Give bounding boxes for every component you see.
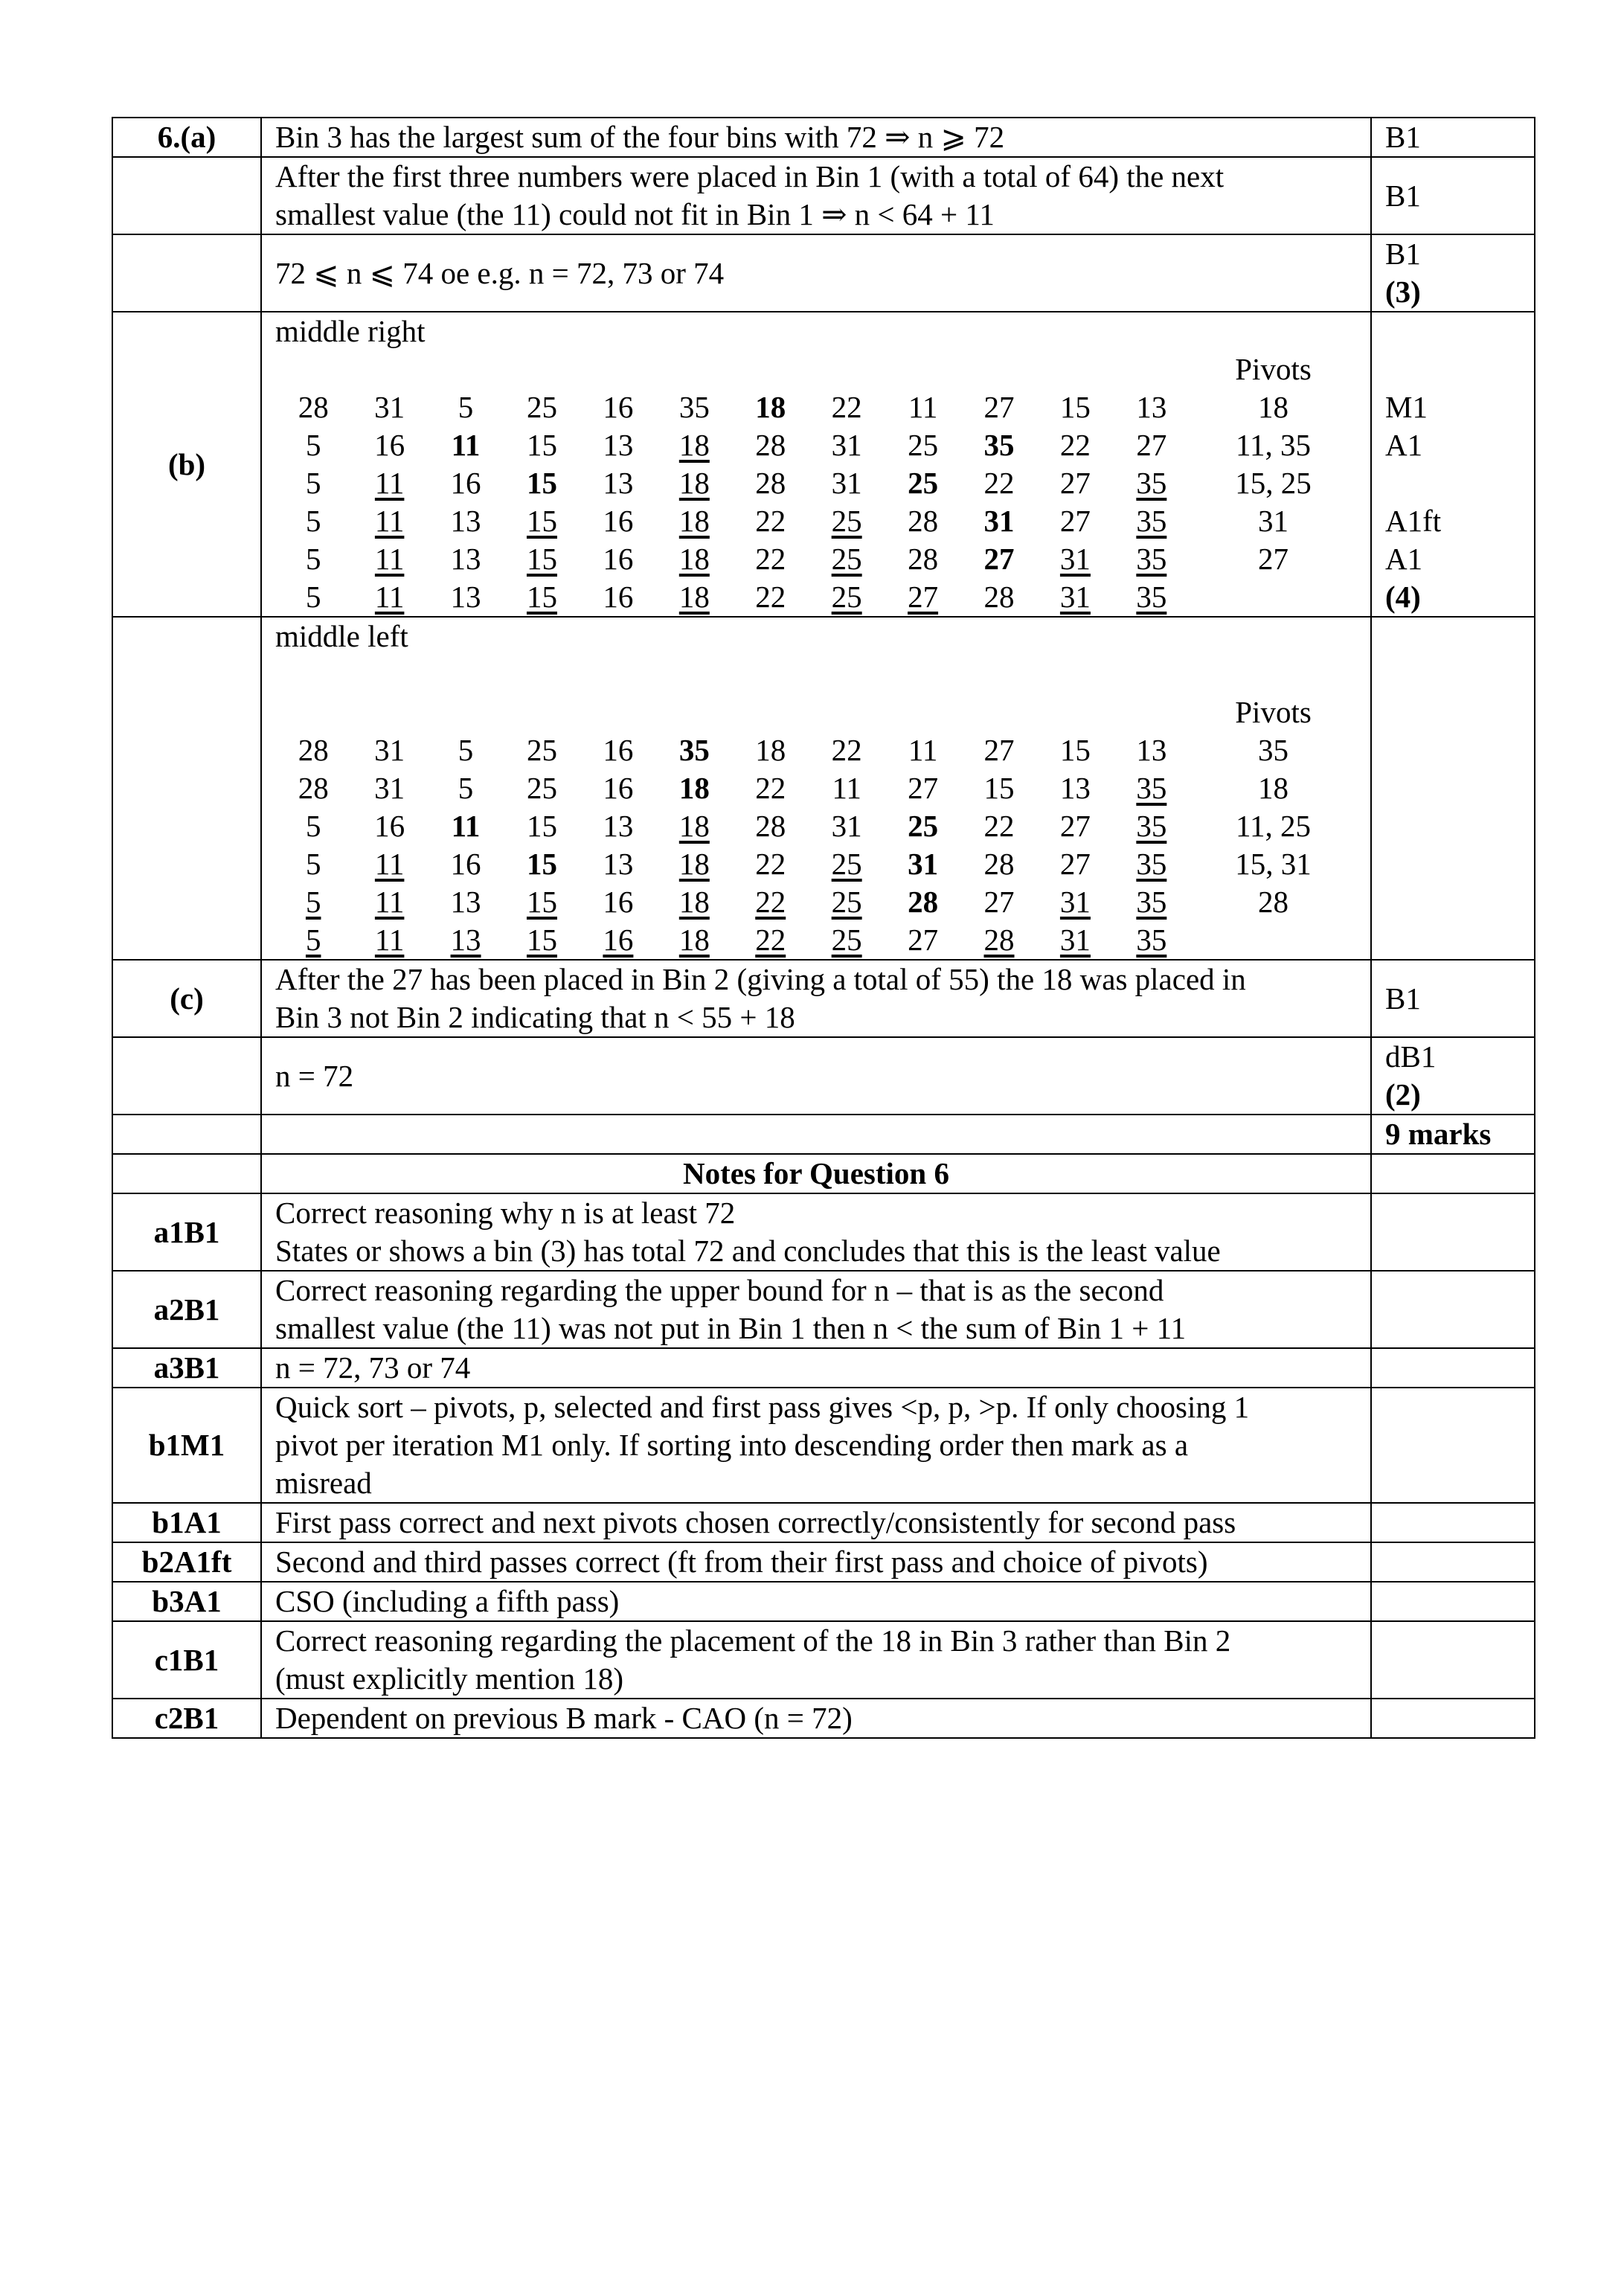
grid-value: 25 — [526, 733, 557, 767]
grid-value: 11 — [374, 466, 405, 500]
note-row — [112, 1621, 1535, 1699]
grid-value: 25 — [831, 923, 862, 957]
left-pass-row — [275, 845, 1357, 883]
grid-value: 28 — [908, 504, 939, 538]
b-mark — [1385, 464, 1521, 502]
note-row — [112, 1699, 1535, 1738]
note-row — [112, 1503, 1535, 1542]
grid-value: 35 — [1136, 542, 1167, 576]
grid-value: 5 — [305, 580, 321, 614]
b-left-cell — [261, 617, 1371, 960]
row-b-right — [112, 312, 1535, 617]
grid-value: 11 — [451, 809, 481, 843]
note-text: First pass correct and next pivots chosen correctly/consistently for second pass — [261, 1503, 1371, 1542]
grid-value: 18 — [678, 847, 710, 881]
grid-value: 18 — [678, 809, 710, 843]
left-pivots-header-row — [275, 693, 1357, 731]
row-c2 — [112, 1037, 1535, 1115]
grid-value: 27 — [1059, 466, 1091, 500]
grid-value: 5 — [305, 466, 321, 500]
grid-value: 28 — [755, 428, 786, 462]
b-right-marks — [1371, 312, 1535, 617]
grid-value: 13 — [450, 885, 481, 919]
grid-value: 28 — [755, 466, 786, 500]
grid-value: 27 — [908, 580, 939, 614]
b-mark: A1 — [1385, 542, 1423, 576]
grid-value: 16 — [603, 923, 634, 957]
grid-value: 27 — [908, 771, 939, 805]
row-total — [112, 1115, 1535, 1154]
grid-value: 27 — [983, 390, 1015, 424]
grid-value: 31 — [1059, 542, 1091, 576]
note-text: Correct reasoning regarding the placement of the 18 in Bin 3 rather than Bin 2 (must explicitly mention 18) — [261, 1621, 1371, 1699]
note-row — [112, 1582, 1535, 1621]
row-a1 — [112, 118, 1535, 157]
grid-value: 25 — [831, 847, 862, 881]
grid-value: 31 — [1059, 923, 1091, 957]
note-code: c2B1 — [112, 1699, 261, 1738]
grid-value: 27 — [983, 885, 1015, 919]
grid-value: 16 — [374, 428, 405, 462]
pivot-value: 11, 35 — [1236, 428, 1312, 462]
left-pass-row — [275, 731, 1357, 769]
grid-value: 13 — [603, 809, 634, 843]
b-left-title: middle left — [275, 619, 408, 653]
grid-value: 18 — [678, 771, 710, 805]
note-code: b1A1 — [112, 1503, 261, 1542]
grid-value: 25 — [526, 771, 557, 805]
b-mark: A1ft — [1385, 504, 1442, 538]
grid-value: 13 — [1136, 733, 1167, 767]
grid-value: 22 — [831, 390, 862, 424]
note-text: Second and third passes correct (ft from their first pass and choice of pivots) — [261, 1542, 1371, 1582]
grid-value: 11 — [374, 542, 405, 576]
pivot-value: 15, 31 — [1235, 847, 1312, 881]
grid-value: 22 — [983, 466, 1015, 500]
grid-value: 5 — [305, 504, 321, 538]
grid-value: 28 — [298, 733, 329, 767]
grid-value: 15 — [1059, 733, 1091, 767]
grid-value: 28 — [755, 809, 786, 843]
grid-value: 35 — [983, 428, 1015, 462]
grid-value: 11 — [374, 580, 405, 614]
grid-value: 31 — [374, 771, 405, 805]
grid-value: 35 — [1136, 504, 1167, 538]
note-row — [112, 1542, 1535, 1582]
right-pivots-header-row — [275, 350, 1357, 388]
grid-value: 11 — [908, 390, 938, 424]
grid-value: 35 — [1136, 923, 1167, 957]
grid-value: 31 — [908, 847, 939, 881]
grid-value: 5 — [458, 733, 474, 767]
b-right-title: middle right — [275, 314, 426, 348]
note-text: n = 72, 73 or 74 — [261, 1348, 1371, 1388]
right-pass-row — [275, 540, 1357, 578]
grid-value: 35 — [1136, 809, 1167, 843]
a-mark-3: B1 (3) — [1371, 234, 1535, 312]
grid-value: 18 — [755, 390, 786, 424]
quicksort-grid-right — [275, 350, 1357, 616]
grid-value: 27 — [1059, 504, 1091, 538]
pivot-value: 18 — [1258, 771, 1289, 805]
total-marks: 9 marks — [1371, 1115, 1535, 1154]
grid-value: 22 — [755, 923, 786, 957]
grid-value: 11 — [374, 923, 405, 957]
note-text: CSO (including a fifth pass) — [261, 1582, 1371, 1621]
grid-value: 16 — [450, 847, 481, 881]
row-b-left — [112, 617, 1535, 960]
c-text-2: n = 72 — [261, 1037, 1371, 1115]
label-c: (c) — [112, 960, 261, 1037]
grid-value: 22 — [831, 733, 862, 767]
grid-value: 13 — [450, 504, 481, 538]
pivot-value — [1190, 578, 1357, 616]
grid-value: 22 — [755, 504, 786, 538]
c-mark-2: dB1 (2) — [1371, 1037, 1535, 1115]
pivot-value: 28 — [1258, 885, 1289, 919]
grid-value: 18 — [678, 542, 710, 576]
left-pass-row — [275, 883, 1357, 921]
grid-value: 18 — [678, 923, 710, 957]
note-code: b3A1 — [112, 1582, 261, 1621]
grid-value: 11 — [374, 504, 405, 538]
b-mark: M1 — [1385, 390, 1428, 424]
c-text-1: After the 27 has been placed in Bin 2 (giving a total of 55) the 18 was placed in Bin 3 not Bin 2 indicating that n < 55 + 18 — [261, 960, 1371, 1037]
grid-value: 13 — [1136, 390, 1167, 424]
grid-value: 25 — [831, 542, 862, 576]
grid-value: 35 — [1136, 885, 1167, 919]
grid-value: 13 — [1059, 771, 1091, 805]
label-b: (b) — [112, 312, 261, 617]
grid-value: 11 — [908, 733, 938, 767]
grid-value: 11 — [374, 885, 405, 919]
right-pass-row — [275, 502, 1357, 540]
row-a3 — [112, 234, 1535, 312]
grid-value: 27 — [908, 923, 939, 957]
grid-value: 13 — [450, 923, 481, 957]
grid-value: 31 — [1059, 885, 1091, 919]
grid-value: 27 — [983, 542, 1015, 576]
grid-value: 28 — [298, 390, 329, 424]
row-c1 — [112, 960, 1535, 1037]
grid-value: 28 — [983, 847, 1015, 881]
note-row — [112, 1271, 1535, 1348]
right-pass-row — [275, 464, 1357, 502]
pivot-value: 18 — [1258, 390, 1289, 424]
mark-scheme-table — [112, 117, 1535, 1739]
grid-value: 11 — [374, 847, 405, 881]
grid-value: 31 — [1059, 580, 1091, 614]
grid-value: 15 — [526, 542, 557, 576]
pivot-value: 11, 25 — [1236, 809, 1312, 843]
grid-value: 28 — [908, 885, 939, 919]
grid-value: 22 — [1059, 428, 1091, 462]
grid-value: 25 — [908, 809, 939, 843]
grid-value: 5 — [305, 923, 321, 957]
grid-value: 5 — [305, 847, 321, 881]
a-mark-1: B1 — [1371, 118, 1535, 157]
grid-value: 27 — [983, 733, 1015, 767]
a-text-1: Bin 3 has the largest sum of the four bins with 72 ⇒ n ⩾ 72 — [261, 118, 1371, 157]
grid-value: 18 — [678, 466, 710, 500]
grid-value: 18 — [678, 428, 710, 462]
grid-value: 15 — [526, 847, 557, 881]
note-code: b2A1ft — [112, 1542, 261, 1582]
grid-value: 25 — [526, 390, 557, 424]
grid-value: 11 — [832, 771, 861, 805]
note-text: Correct reasoning regarding the upper bound for n – that is as the second smallest value (the 11) was not put in Bin 1 then n < the sum of Bin 1 + 11 — [261, 1271, 1371, 1348]
grid-value: 16 — [603, 580, 634, 614]
grid-value: 15 — [526, 923, 557, 957]
grid-value: 25 — [831, 885, 862, 919]
b-mark: (4) — [1385, 580, 1421, 614]
b-right-cell — [261, 312, 1371, 617]
grid-value: 15 — [526, 504, 557, 538]
grid-value: 15 — [526, 428, 557, 462]
grid-value: 5 — [458, 390, 474, 424]
note-code: c1B1 — [112, 1621, 261, 1699]
a-mark-2: B1 — [1371, 157, 1535, 234]
b-mark: A1 — [1385, 428, 1423, 462]
note-code: a2B1 — [112, 1271, 261, 1348]
grid-value: 22 — [755, 580, 786, 614]
grid-value: 5 — [458, 771, 474, 805]
grid-value: 5 — [305, 809, 321, 843]
note-code: b1M1 — [112, 1388, 261, 1503]
right-pass-row — [275, 578, 1357, 616]
grid-value: 27 — [1136, 428, 1167, 462]
grid-value: 35 — [1136, 466, 1167, 500]
right-pass-row — [275, 426, 1357, 464]
grid-value: 16 — [603, 885, 634, 919]
grid-value: 35 — [1136, 771, 1167, 805]
grid-value: 16 — [603, 542, 634, 576]
a-text-3: 72 ⩽ n ⩽ 74 oe e.g. n = 72, 73 or 74 — [261, 234, 1371, 312]
grid-value: 31 — [831, 428, 862, 462]
grid-value: 16 — [374, 809, 405, 843]
grid-value: 31 — [983, 504, 1015, 538]
note-text: Dependent on previous B mark - CAO (n = 72) — [261, 1699, 1371, 1738]
right-pivots-header: Pivots — [1235, 352, 1312, 386]
grid-value: 13 — [603, 847, 634, 881]
grid-value: 15 — [1059, 390, 1091, 424]
grid-value: 16 — [603, 504, 634, 538]
note-code: a1B1 — [112, 1193, 261, 1271]
left-pass-row — [275, 769, 1357, 807]
grid-value: 16 — [603, 771, 634, 805]
grid-value: 27 — [1059, 809, 1091, 843]
grid-value: 16 — [603, 733, 634, 767]
notes-header-row — [112, 1154, 1535, 1193]
notes-list — [112, 1193, 1535, 1738]
note-text: Correct reasoning why n is at least 72 States or shows a bin (3) has total 72 and concludes that this is the least value — [261, 1193, 1371, 1271]
left-pass-row — [275, 921, 1357, 959]
grid-value: 31 — [374, 733, 405, 767]
grid-value: 22 — [755, 847, 786, 881]
grid-value: 25 — [831, 504, 862, 538]
grid-value: 35 — [678, 390, 710, 424]
note-row — [112, 1388, 1535, 1503]
grid-value: 13 — [603, 466, 634, 500]
grid-value: 28 — [298, 771, 329, 805]
right-pass-row — [275, 388, 1357, 426]
note-row — [112, 1193, 1535, 1271]
grid-value: 18 — [678, 504, 710, 538]
grid-value: 15 — [526, 809, 557, 843]
grid-value: 27 — [1059, 847, 1091, 881]
pivot-value — [1190, 921, 1357, 959]
grid-value: 25 — [908, 428, 939, 462]
grid-value: 31 — [831, 466, 862, 500]
grid-value: 11 — [451, 428, 481, 462]
grid-value: 16 — [450, 466, 481, 500]
left-pass-row — [275, 807, 1357, 845]
grid-value: 16 — [603, 390, 634, 424]
pivot-value: 15, 25 — [1235, 466, 1312, 500]
grid-value: 13 — [450, 542, 481, 576]
grid-value: 28 — [983, 923, 1015, 957]
note-code: a3B1 — [112, 1348, 261, 1388]
note-text: Quick sort – pivots, p, selected and first pass gives <p, p, >p. If only choosing 1 pivot per iteration M1 only. If sorting into descending order then mark as a misread — [261, 1388, 1371, 1503]
grid-value: 22 — [755, 885, 786, 919]
grid-value: 28 — [983, 580, 1015, 614]
grid-value: 5 — [305, 542, 321, 576]
pivot-value: 27 — [1258, 542, 1289, 576]
label-6a: 6.(a) — [112, 118, 261, 157]
grid-value: 13 — [450, 580, 481, 614]
grid-value: 31 — [374, 390, 405, 424]
grid-value: 18 — [755, 733, 786, 767]
grid-value: 28 — [908, 542, 939, 576]
grid-value: 5 — [305, 428, 321, 462]
grid-value: 25 — [908, 466, 939, 500]
note-row — [112, 1348, 1535, 1388]
grid-value: 35 — [1136, 580, 1167, 614]
row-a2 — [112, 157, 1535, 234]
grid-value: 15 — [983, 771, 1015, 805]
a-text-2: After the first three numbers were placed in Bin 1 (with a total of 64) the next smallest value (the 11) could not fit in Bin 1 ⇒ n < 64 + 11 — [261, 157, 1371, 234]
grid-value: 35 — [678, 733, 710, 767]
left-pivots-header: Pivots — [1235, 695, 1312, 729]
grid-value: 18 — [678, 580, 710, 614]
grid-value: 18 — [678, 885, 710, 919]
grid-value: 31 — [831, 809, 862, 843]
c-mark-1: B1 — [1371, 960, 1535, 1037]
pivot-value: 35 — [1258, 733, 1289, 767]
grid-value: 22 — [755, 771, 786, 805]
grid-value: 15 — [526, 885, 557, 919]
grid-value: 13 — [603, 428, 634, 462]
grid-value: 15 — [526, 580, 557, 614]
grid-value: 22 — [755, 542, 786, 576]
quicksort-grid-left — [275, 693, 1357, 959]
grid-value: 25 — [831, 580, 862, 614]
grid-value: 15 — [526, 466, 557, 500]
grid-value: 35 — [1136, 847, 1167, 881]
notes-header: Notes for Question 6 — [261, 1154, 1371, 1193]
grid-value: 22 — [983, 809, 1015, 843]
pivot-value: 31 — [1258, 504, 1289, 538]
grid-value: 5 — [305, 885, 321, 919]
